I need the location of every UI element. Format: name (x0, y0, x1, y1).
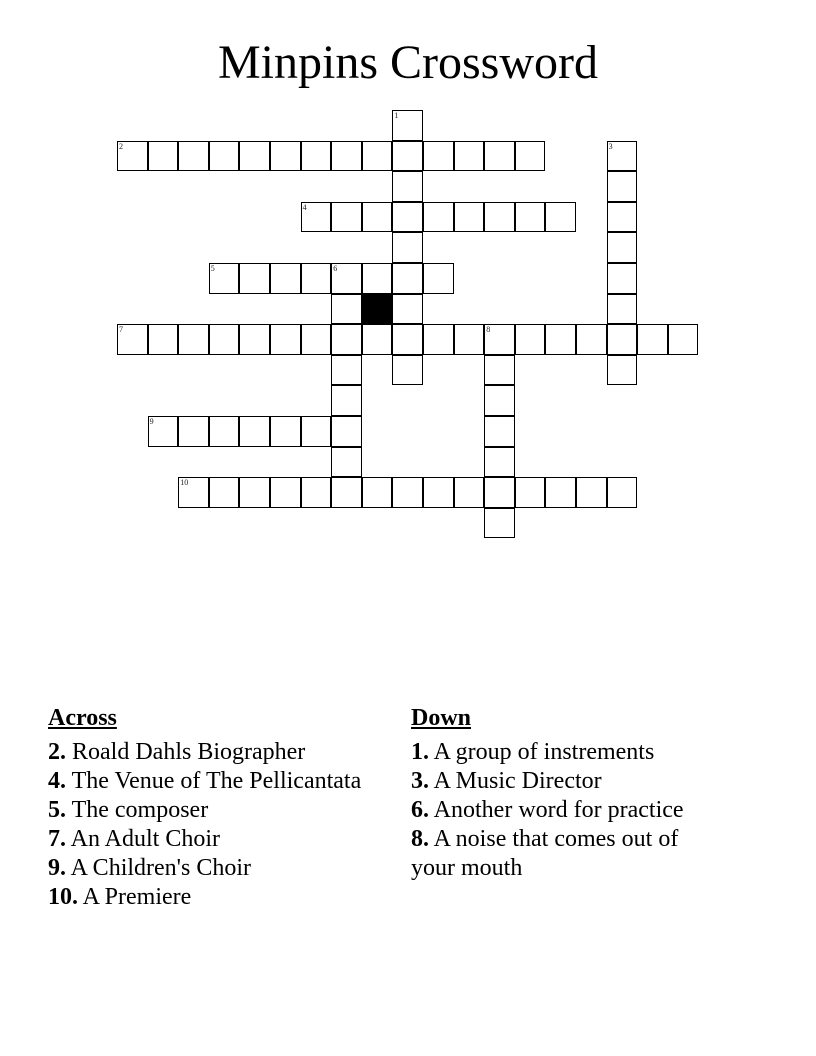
grid-cell[interactable] (423, 324, 454, 355)
grid-cell[interactable] (362, 141, 393, 172)
clue-number-label: 7 (119, 325, 123, 335)
across-heading: Across (48, 705, 117, 731)
clue-number-label: 10 (180, 478, 189, 488)
grid-cell[interactable] (270, 324, 301, 355)
grid-cell[interactable] (484, 141, 515, 172)
grid-cell[interactable] (362, 263, 393, 294)
grid-cell[interactable] (484, 385, 515, 416)
grid-cell[interactable] (576, 324, 607, 355)
grid-cell[interactable] (239, 324, 270, 355)
grid-cell[interactable] (301, 416, 332, 447)
clue-number: 7. (48, 826, 66, 852)
grid-cell[interactable] (301, 202, 332, 233)
grid-cell[interactable] (607, 171, 638, 202)
grid-cell[interactable] (209, 141, 240, 172)
black-cell (362, 294, 393, 325)
clue-number: 1. (411, 739, 429, 765)
grid-cell[interactable] (392, 294, 423, 325)
clue-text: A Music Director (429, 768, 602, 794)
grid-cell[interactable] (392, 141, 423, 172)
grid-cell[interactable] (331, 324, 362, 355)
clue-across-2 (48, 738, 378, 767)
grid-cell[interactable] (331, 447, 362, 478)
clue-number-label: 6 (333, 264, 338, 273)
grid-cell[interactable] (117, 141, 148, 172)
grid-cell[interactable] (209, 263, 240, 294)
grid-cell[interactable] (484, 202, 515, 233)
grid-cell[interactable] (148, 324, 179, 355)
clue-number: 8. (411, 826, 429, 852)
grid-cell[interactable] (331, 416, 362, 447)
grid-cell[interactable] (392, 232, 423, 263)
clue-down-6 (411, 796, 721, 825)
grid-cell[interactable] (423, 263, 454, 294)
grid-cell[interactable] (362, 324, 393, 355)
grid-cell[interactable] (331, 477, 362, 508)
clue-text: The Venue of The Pellicantata (66, 768, 362, 794)
grid-cell[interactable] (239, 141, 270, 172)
down-clues (411, 704, 721, 883)
grid-cell[interactable] (270, 141, 301, 172)
grid-cell[interactable] (607, 263, 638, 294)
grid-cell[interactable] (637, 324, 668, 355)
grid-cell[interactable] (515, 324, 546, 355)
clue-down-8 (411, 825, 721, 883)
grid-cell[interactable] (607, 232, 638, 263)
grid-cell[interactable] (117, 324, 148, 355)
grid-cell[interactable] (607, 202, 638, 233)
clue-text: The composer (66, 797, 209, 823)
grid-cell[interactable] (331, 263, 362, 294)
across-clues (48, 704, 378, 912)
grid-cell[interactable] (454, 141, 485, 172)
grid-cell[interactable] (331, 294, 362, 325)
clue-text: Another word for practice (429, 797, 684, 823)
grid-cell[interactable] (301, 263, 332, 294)
grid-cell[interactable] (484, 416, 515, 447)
grid-cell[interactable] (484, 355, 515, 386)
grid-cell[interactable] (239, 416, 270, 447)
grid-cell[interactable] (484, 477, 515, 508)
clue-number-label: 1 (394, 111, 399, 120)
grid-cell[interactable] (270, 416, 301, 447)
clue-down-1 (411, 738, 721, 767)
grid-cell[interactable] (607, 324, 638, 355)
clue-number: 3. (411, 768, 429, 794)
grid-cell[interactable] (301, 477, 332, 508)
grid-cell[interactable] (178, 416, 209, 447)
grid-cell[interactable] (515, 141, 546, 172)
grid-cell[interactable] (331, 202, 362, 233)
down-heading: Down (411, 705, 472, 731)
grid-cell[interactable] (545, 324, 576, 355)
grid-cell[interactable] (454, 477, 485, 508)
grid-cell[interactable] (392, 110, 423, 141)
clue-across-9 (48, 854, 378, 883)
grid-cell[interactable] (392, 477, 423, 508)
grid-cell[interactable] (239, 477, 270, 508)
clue-number: 5. (48, 797, 66, 823)
grid-cell[interactable] (454, 324, 485, 355)
grid-cell[interactable] (178, 141, 209, 172)
grid-cell[interactable] (301, 324, 332, 355)
grid-cell[interactable] (607, 294, 638, 325)
grid-cell[interactable] (209, 477, 240, 508)
grid-cell[interactable] (392, 171, 423, 202)
grid-cell[interactable] (362, 202, 393, 233)
grid-cell[interactable] (515, 202, 546, 233)
grid-cell[interactable] (423, 141, 454, 172)
grid-cell[interactable] (607, 355, 638, 386)
page-title: Minpins Crossword (217, 36, 599, 89)
grid-cell[interactable] (209, 416, 240, 447)
grid-cell[interactable] (331, 355, 362, 386)
clue-text: An Adult Choir (66, 826, 221, 852)
grid-cell[interactable] (209, 324, 240, 355)
clue-number-label: 4 (302, 202, 307, 212)
grid-cell[interactable] (484, 324, 515, 355)
grid-cell[interactable] (392, 355, 423, 386)
clue-across-4 (48, 767, 378, 796)
grid-cell[interactable] (148, 141, 179, 172)
clue-down-3 (411, 767, 721, 796)
clue-text: A Children's Choir (66, 855, 252, 881)
grid-cell[interactable] (392, 324, 423, 355)
clue-text: A noise that comes out of your mouth (411, 826, 679, 881)
clue-number-label: 8 (486, 325, 491, 335)
clue-across-5 (48, 796, 378, 825)
clue-number-label: 5 (210, 264, 215, 273)
clue-number: 4. (48, 768, 66, 794)
clue-text: A Premiere (78, 884, 192, 910)
grid-cell[interactable] (515, 477, 546, 508)
grid-cell[interactable] (239, 263, 270, 294)
clue-number: 2. (48, 739, 66, 765)
grid-cell[interactable] (301, 141, 332, 172)
grid-cell[interactable] (362, 477, 393, 508)
clue-number-label: 2 (119, 141, 123, 151)
grid-cell[interactable] (607, 141, 638, 172)
clue-number-label: 3 (608, 141, 613, 151)
clue-text: Roald Dahls Biographer (66, 739, 306, 765)
grid-cell[interactable] (270, 477, 301, 508)
grid-cell[interactable] (423, 477, 454, 508)
grid-cell[interactable] (484, 447, 515, 478)
grid-cell[interactable] (178, 324, 209, 355)
grid-cell[interactable] (545, 477, 576, 508)
grid-cell[interactable] (392, 263, 423, 294)
clue-across-7 (48, 825, 378, 854)
grid-cell[interactable] (607, 477, 638, 508)
grid-cell[interactable] (392, 202, 423, 233)
grid-cell[interactable] (178, 477, 209, 508)
clue-across-10 (48, 883, 378, 912)
grid-cell[interactable] (545, 202, 576, 233)
grid-cell[interactable] (668, 324, 699, 355)
clue-number: 10. (48, 884, 78, 910)
grid-cell[interactable] (484, 508, 515, 539)
clue-number: 9. (48, 855, 66, 881)
clue-number-label: 9 (149, 417, 154, 426)
clue-number: 6. (411, 797, 429, 823)
grid-cell[interactable] (270, 263, 301, 294)
clue-text: A group of instrements (429, 739, 655, 765)
grid-cell[interactable] (454, 202, 485, 233)
grid-cell[interactable] (331, 141, 362, 172)
grid-cell[interactable] (423, 202, 454, 233)
grid-cell[interactable] (576, 477, 607, 508)
grid-cell[interactable] (148, 416, 179, 447)
grid-cell[interactable] (331, 385, 362, 416)
